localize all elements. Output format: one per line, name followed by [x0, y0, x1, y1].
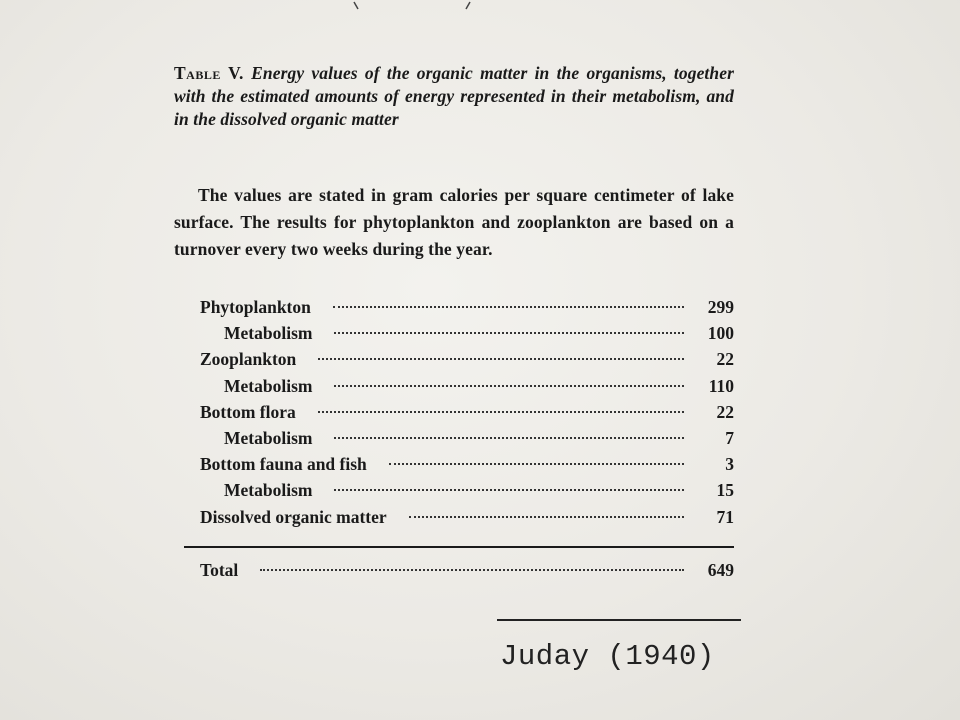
- page-edge-marks: [350, 0, 480, 14]
- row-value: 22: [716, 349, 734, 370]
- citation: Juday (1940): [500, 640, 715, 673]
- table-caption: [174, 62, 734, 131]
- citation-rule: [497, 619, 741, 621]
- total-rule: [184, 546, 734, 548]
- leader-dots: [334, 437, 684, 439]
- row-value: 100: [707, 323, 734, 344]
- row-label: Zooplankton: [200, 349, 297, 370]
- table-body: [184, 297, 734, 533]
- row-label: Phytoplankton: [200, 297, 311, 317]
- row-label: Dissolved organic matter: [200, 506, 387, 527]
- total-row: [184, 560, 734, 586]
- total-label: Total: [200, 560, 239, 580]
- row-value: 299: [707, 297, 734, 317]
- row-label: Bottom fauna and fish: [200, 454, 367, 475]
- table-note: The values are stated in gram calories per square centimeter of lake surface. The results for phytoplankton and zooplankton are based on a turnover every two weeks during the year.: [174, 185, 734, 259]
- leader-dots: [318, 411, 684, 413]
- row-value: 110: [708, 375, 734, 396]
- total-value: 649: [707, 560, 734, 580]
- table-total: [184, 560, 734, 586]
- row-value: 15: [716, 480, 734, 501]
- row-value: 71: [716, 506, 734, 527]
- leader-dots: [334, 385, 684, 387]
- leader-dots: [318, 358, 684, 360]
- row-label: Metabolism: [224, 323, 313, 344]
- row-value: 3: [725, 454, 734, 475]
- row-label: Metabolism: [224, 480, 313, 501]
- table-title: Energy values of the organic matter in the organisms, together with the estimated amounts of energy represented in their metabolism, and in the dissolved organic matter: [174, 63, 735, 129]
- leader-dots: [334, 489, 684, 491]
- row-value: 7: [725, 427, 734, 448]
- row-value: 22: [716, 401, 734, 422]
- leader-dots: [260, 569, 684, 571]
- table-row: [184, 349, 734, 375]
- table-row: [184, 402, 734, 428]
- table-row: [184, 376, 734, 402]
- table-row: [184, 454, 734, 480]
- leader-dots: [334, 332, 684, 334]
- table-row: [184, 507, 734, 533]
- table-row: [184, 297, 734, 323]
- leader-dots: [333, 306, 684, 308]
- table-label: Table V.: [174, 63, 244, 83]
- table-row: [184, 480, 734, 506]
- table-row: [184, 323, 734, 349]
- row-label: Metabolism: [224, 427, 313, 448]
- table-row: [184, 428, 734, 454]
- leader-dots: [409, 516, 684, 518]
- leader-dots: [389, 463, 684, 465]
- row-label: Metabolism: [224, 375, 313, 396]
- row-label: Bottom flora: [200, 401, 296, 422]
